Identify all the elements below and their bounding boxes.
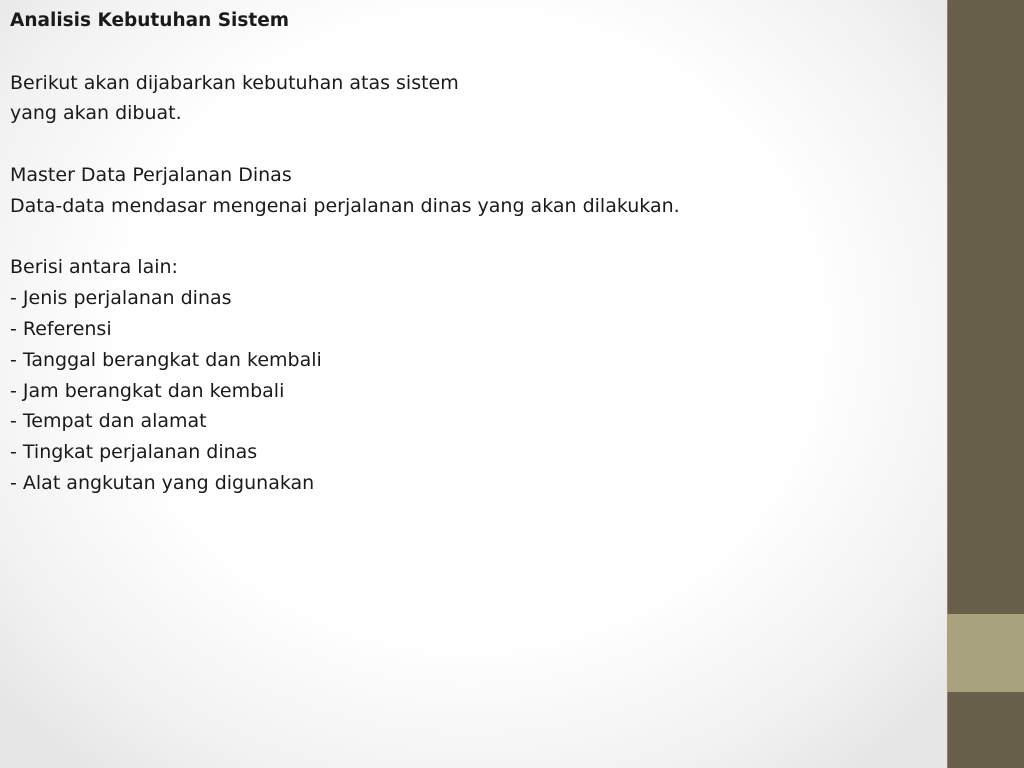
master-heading: Master Data Perjalanan Dinas: [10, 163, 292, 186]
list-item: - Tanggal berangkat dan kembali: [10, 348, 322, 371]
list-item: - Jenis perjalanan dinas: [10, 287, 232, 310]
intro-line-1: Berikut akan dijabarkan kebutuhan atas sistem: [10, 71, 459, 94]
side-bar: [947, 0, 1024, 768]
spacer: [10, 37, 910, 68]
master-description: Data-data mendasar mengenai perjalanan dinas yang akan dilakukan.: [10, 194, 680, 217]
list-item: - Tempat dan alamat: [10, 410, 207, 433]
spacer: [10, 129, 910, 160]
side-bar-accent: [947, 614, 1024, 692]
list-item: - Jam berangkat dan kembali: [10, 379, 285, 402]
intro-line-2: yang akan dibuat.: [10, 102, 182, 125]
list-item: - Alat angkutan yang digunakan: [10, 471, 315, 494]
spacer: [10, 222, 910, 253]
contents-heading: Berisi antara lain:: [10, 256, 178, 279]
list-item: - Tingkat perjalanan dinas: [10, 441, 258, 464]
list-item: - Referensi: [10, 317, 112, 340]
slide-content: [10, 6, 910, 499]
slide-title: Analisis Kebutuhan Sistem: [10, 10, 290, 31]
